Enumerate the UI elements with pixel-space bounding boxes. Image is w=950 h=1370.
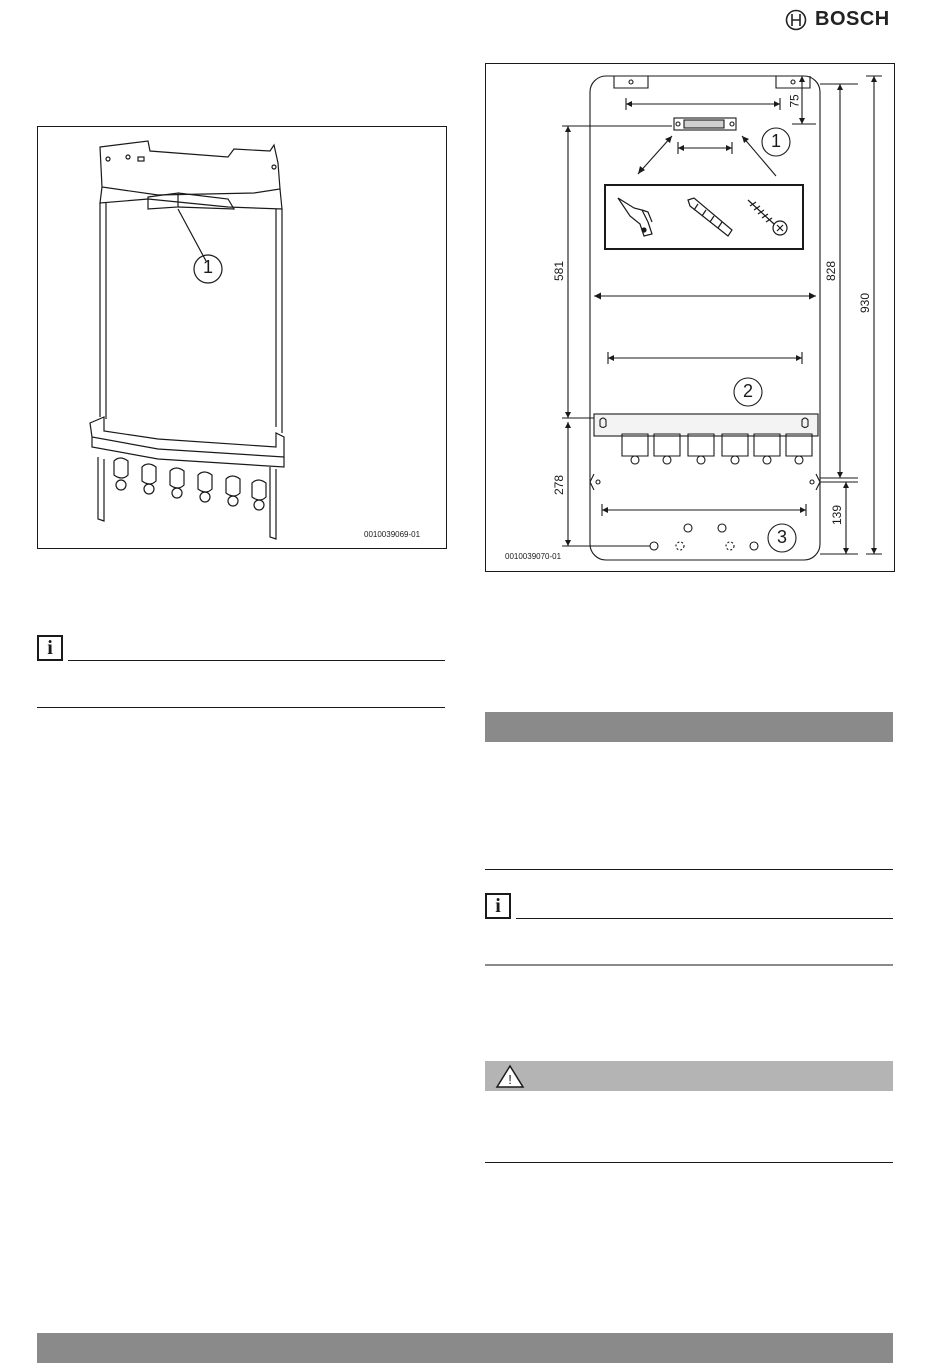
section-heading-band — [485, 712, 893, 742]
brand-name: BOSCH — [815, 8, 890, 30]
dimension-828: 828 — [824, 260, 839, 282]
callout-3: 3 — [777, 527, 788, 547]
mounting-template-drawing — [486, 64, 894, 571]
warning-band — [485, 1061, 893, 1091]
wall-plug-icon — [682, 194, 738, 240]
callout-1-left: 1 — [203, 257, 214, 277]
info-notice-end-rule — [485, 964, 893, 966]
figure-code: 0010039070-01 — [505, 552, 562, 561]
dimension-581: 581 — [552, 260, 567, 282]
dimension-75: 75 — [787, 94, 802, 108]
warning-triangle-icon — [495, 1064, 525, 1089]
dimension-278: 278 — [552, 474, 567, 496]
brand-logo — [785, 8, 890, 31]
section-end-rule — [485, 869, 893, 870]
info-icon: i — [37, 635, 63, 661]
figure-code: 0010039069-01 — [364, 530, 421, 539]
figure-left — [37, 126, 447, 549]
info-notice-rule — [516, 918, 893, 919]
bosch-armature-icon — [785, 9, 807, 31]
callout-2: 2 — [743, 381, 754, 401]
info-notice-end-rule — [37, 707, 445, 708]
dimension-139: 139 — [830, 504, 845, 526]
mounting-frame-illustration — [38, 127, 446, 548]
warning-end-rule — [485, 1162, 893, 1163]
footer-band — [37, 1333, 893, 1363]
info-notice-rule — [68, 660, 445, 661]
info-icon: i — [485, 893, 511, 919]
dimension-930: 930 — [858, 292, 873, 314]
figure-right — [485, 63, 895, 572]
screw-icon — [744, 196, 794, 240]
callout-1-right: 1 — [771, 131, 782, 151]
warning-glyph: ! — [508, 1072, 512, 1087]
drill-icon — [614, 194, 664, 240]
